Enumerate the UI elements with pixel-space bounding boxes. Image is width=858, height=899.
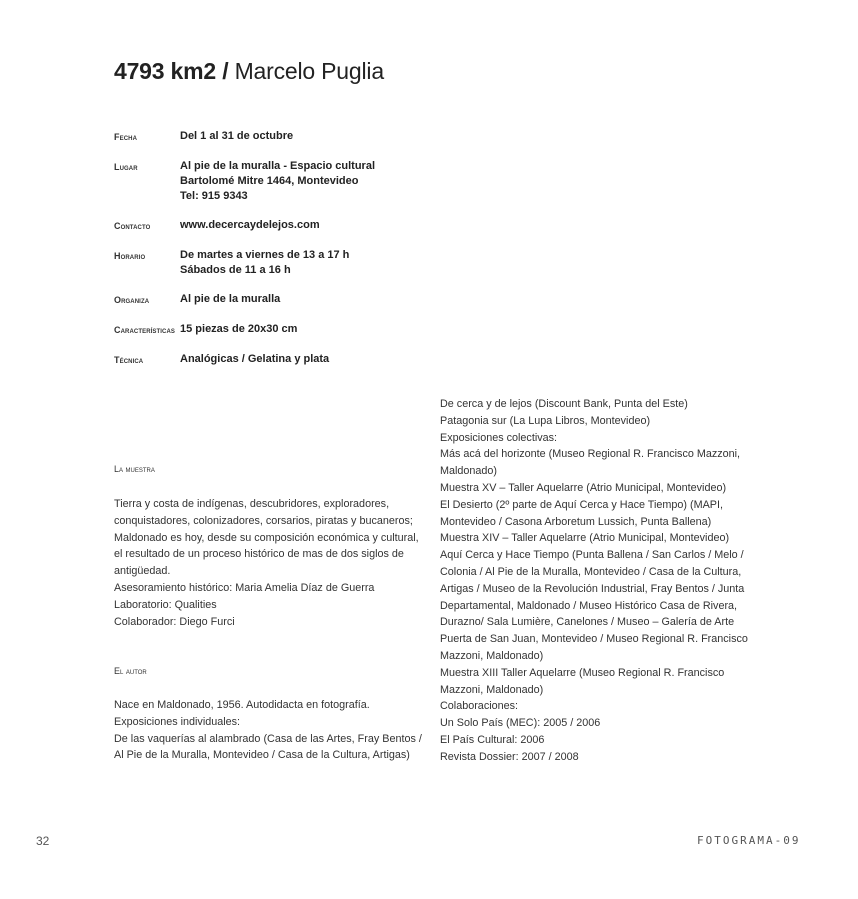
section-heading-autor: El autor xyxy=(114,666,147,676)
text-line: Exposiciones colectivas: xyxy=(440,431,558,444)
title-main: 4793 km2 xyxy=(114,58,216,84)
detail-label: Organiza xyxy=(114,295,150,305)
text-line: Nace en Maldonado, 1956. Autodidacta en fotografía. xyxy=(114,699,370,711)
text-line: antigüedad. xyxy=(114,565,171,578)
exhibition-details xyxy=(114,129,444,382)
detail-value xyxy=(180,248,349,278)
detail-value xyxy=(180,159,375,204)
text-line: Al Pie de la Muralla, Montevideo / Casa de la Cultura, Artigas) xyxy=(114,749,410,762)
text-line: Departamental, Maldonado / Museo Histórico Casa de Rivera, xyxy=(440,599,738,612)
detail-line: Analógicas / Gelatina y plata xyxy=(180,353,330,365)
text-line: Artigas / Museo de la Revolución Industrial, Fray Bentos / Junta xyxy=(440,582,745,595)
page-title xyxy=(114,58,384,85)
section-heading-muestra: La muestra xyxy=(114,464,155,474)
detail-row-tecnica xyxy=(114,352,444,368)
autor-text xyxy=(114,697,422,764)
text-line: Patagonia sur (La Lupa Libros, Montevideo) xyxy=(440,414,651,427)
detail-row-fecha xyxy=(114,129,444,145)
text-line: Montevideo / Casona Arboretum Lussich, Punta Ballena) xyxy=(440,515,712,528)
text-line: Mazzoni, Maldonado) xyxy=(440,649,544,662)
text-line: Muestra XIV – Taller Aquelarre (Atrio Municipal, Montevideo) xyxy=(440,532,730,545)
detail-row-caracteristicas xyxy=(114,322,444,338)
detail-row-lugar xyxy=(114,159,444,204)
text-line: Colaborador: Diego Furci xyxy=(114,615,235,628)
detail-label: Lugar xyxy=(114,162,138,172)
text-line: el resultado de un proceso histórico de mas de dos siglos de xyxy=(114,548,404,561)
detail-line: Sábados de 11 a 16 h xyxy=(180,264,291,276)
detail-value xyxy=(180,322,297,338)
detail-row-horario xyxy=(114,248,444,278)
text-line: El Desierto (2º parte de Aquí Cerca y Hace Tiempo) (MAPI, xyxy=(440,498,723,511)
text-line: Durazno/ Sala Lumière, Canelones / Museo – Galería de Arte xyxy=(440,616,735,629)
text-line: Colonia / Al Pie de la Muralla, Montevideo / Casa de la Cultura, xyxy=(440,565,742,578)
text-line: De las vaquerías al alambrado (Casa de las Artes, Fray Bentos / xyxy=(114,732,422,745)
detail-value xyxy=(180,292,280,308)
text-line: Maldonado es hoy, desde su composición económica y cultural, xyxy=(114,531,419,544)
detail-label: Fecha xyxy=(114,132,138,142)
detail-line: 15 piezas de 20x30 cm xyxy=(180,323,298,335)
text-line: Muestra XV – Taller Aquelarre (Atrio Municipal, Montevideo) xyxy=(440,481,727,494)
detail-label: Técnica xyxy=(114,355,144,365)
text-line: Maldonado) xyxy=(440,465,498,478)
detail-row-contacto xyxy=(114,218,444,234)
muestra-text xyxy=(114,496,419,630)
title-author: Marcelo Puglia xyxy=(234,58,384,84)
detail-value xyxy=(180,129,293,145)
text-line: Aquí Cerca y Hace Tiempo (Punta Ballena / San Carlos / Melo / xyxy=(440,549,744,562)
title-separator: / xyxy=(216,58,235,84)
detail-value xyxy=(180,352,329,368)
detail-label: Características xyxy=(114,325,176,335)
detail-label: Contacto xyxy=(114,221,151,231)
text-line: Puerta de San Juan, Montevideo / Museo Regional R. Francisco xyxy=(440,633,748,646)
detail-line: Tel: 915 9343 xyxy=(180,190,248,202)
detail-line: De martes a viernes de 13 a 17 h xyxy=(180,249,350,261)
text-line: Muestra XIII Taller Aquelarre (Museo Regional R. Francisco xyxy=(440,666,725,679)
text-line: Mazzoni, Maldonado) xyxy=(440,683,544,696)
text-line: Un Solo País (MEC): 2005 / 2006 xyxy=(440,717,601,730)
detail-line: Bartolomé Mitre 1464, Montevideo xyxy=(180,175,359,187)
text-line: conquistadores, colonizadores, corsarios, piratas y bucaneros; xyxy=(114,514,413,527)
text-line: El País Cultural: 2006 xyxy=(440,733,545,746)
text-line: De cerca y de lejos (Discount Bank, Punta del Este) xyxy=(440,398,688,410)
page-number: 32 xyxy=(36,834,50,848)
text-line: Asesoramiento histórico: Maria Amelia Díaz de Guerra xyxy=(114,581,375,594)
detail-line: Al pie de la muralla - Espacio cultural xyxy=(180,160,376,172)
detail-label: Horario xyxy=(114,251,146,261)
detail-value xyxy=(180,218,320,234)
text-line: Revista Dossier: 2007 / 2008 xyxy=(440,750,579,763)
detail-line: Al pie de la muralla xyxy=(180,293,281,305)
exhibitions-list xyxy=(440,396,750,766)
detail-line: Del 1 al 31 de octubre xyxy=(180,130,294,142)
text-line: Colaboraciones: xyxy=(440,700,519,713)
publication-brand: FOTOGRAMA-09 xyxy=(697,834,801,847)
text-line: Más acá del horizonte (Museo Regional R. Francisco Mazzoni, xyxy=(440,448,741,461)
detail-row-organiza xyxy=(114,292,444,308)
contact-link[interactable]: www.decercaydelejos.com xyxy=(180,219,320,231)
text-line: Laboratorio: Qualities xyxy=(114,598,217,611)
text-line: Tierra y costa de indígenas, descubridores, exploradores, xyxy=(114,498,390,510)
text-line: Exposiciones individuales: xyxy=(114,715,241,728)
